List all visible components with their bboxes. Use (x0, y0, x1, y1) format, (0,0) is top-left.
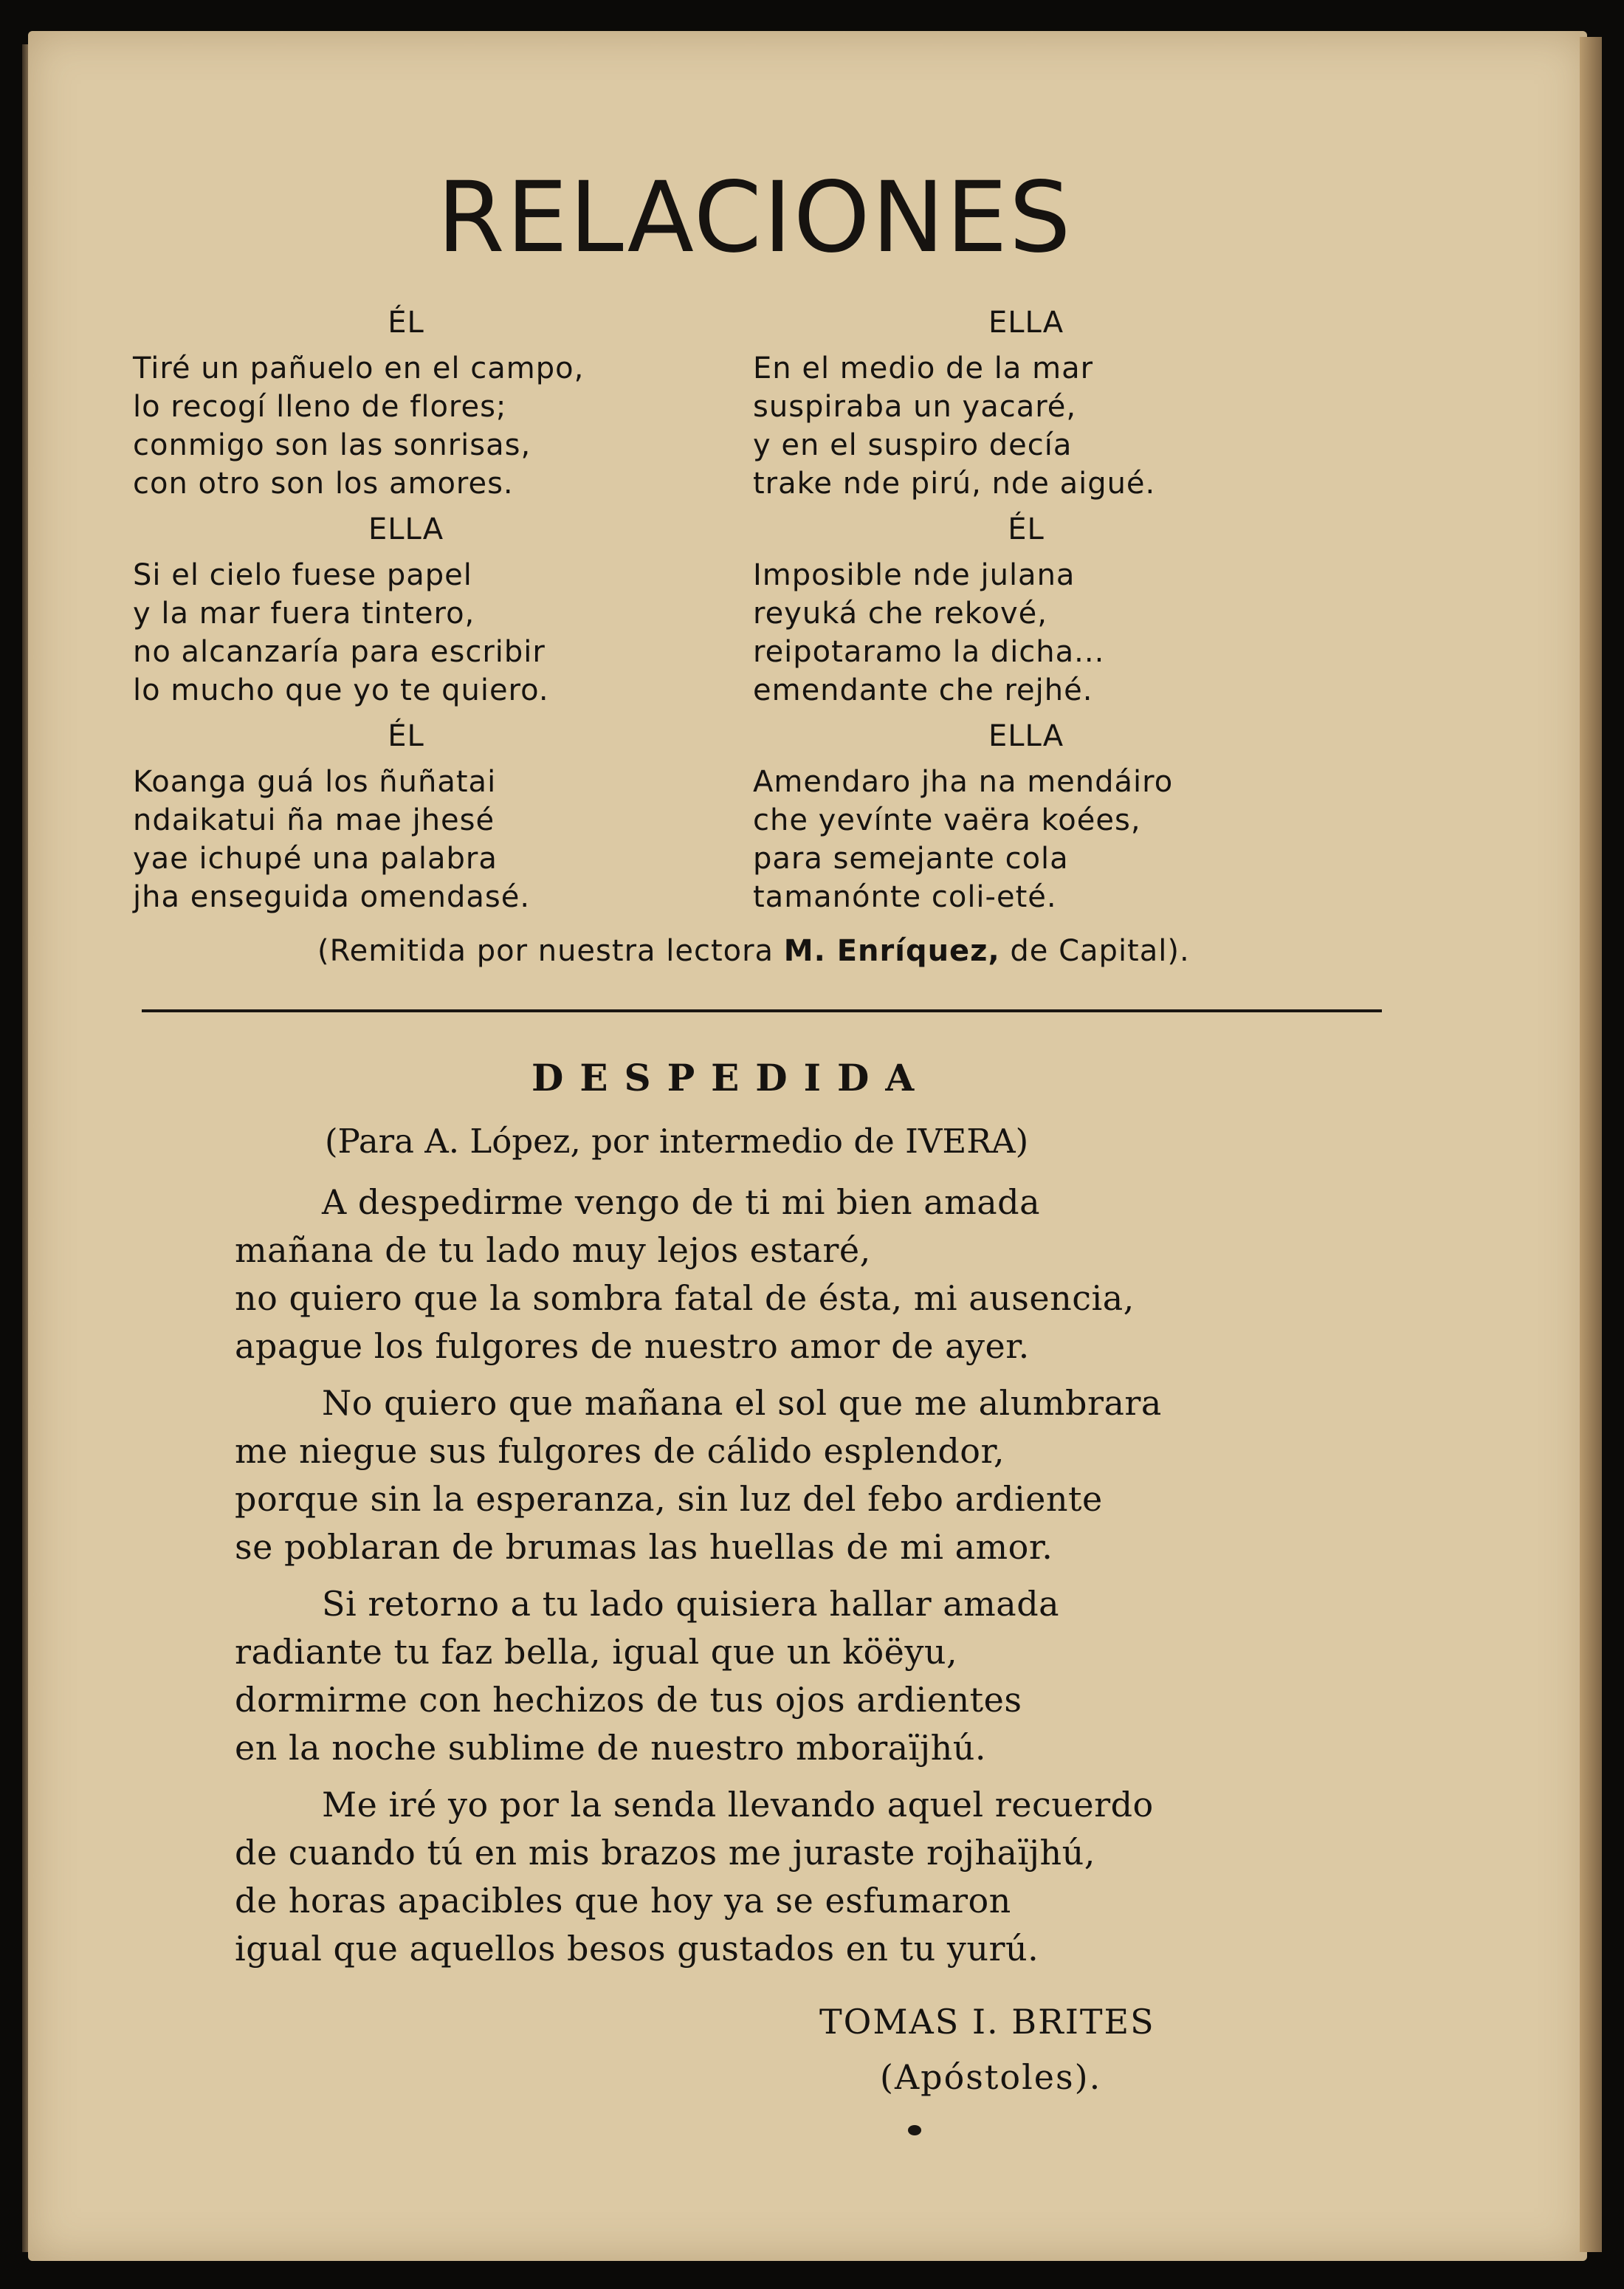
stanza (753, 303, 1299, 503)
credit-name: M. Enríquez, (783, 934, 1000, 968)
verse-line: Koanga guá los ñuñatai (133, 765, 497, 799)
verse-line: suspiraba un yacaré, (753, 390, 1077, 424)
verse-line: de horas apacibles que hoy ya se esfumaron (235, 1881, 1011, 1921)
verse-line: Si retorno a tu lado quisiera hallar amada (322, 1584, 1060, 1624)
verse-line: lo mucho que yo te quiero. (133, 673, 549, 707)
despedida-title: DESPEDIDA (531, 1056, 931, 1099)
speaker-label: ELLA (368, 512, 444, 546)
speaker-label: ELLA (988, 306, 1064, 340)
verse-line: ndaikatui ña mae jhesé (133, 803, 495, 837)
verse-line: Imposible nde julana (753, 558, 1076, 592)
verse-line: emendante che rejhé. (753, 673, 1093, 707)
verse-line: Si el cielo fuese papel (133, 558, 472, 592)
verse-line: me niegue sus fulgores de cálido esplendor, (235, 1431, 1005, 1471)
verse-line: no alcanzaría para escribir (133, 635, 546, 669)
section-divider (142, 1009, 1382, 1012)
stanza (133, 303, 679, 503)
end-ornament (908, 2125, 921, 2135)
verse-line: para semejante cola (753, 842, 1069, 876)
speaker-label: ÉL (388, 719, 424, 753)
verse-line: trake nde pirú, nde aigué. (753, 467, 1156, 501)
verse-line: en la noche sublime de nuestro mboraïjhú. (235, 1728, 987, 1768)
stanza (133, 717, 679, 916)
author-place: (Apóstoles). (880, 2057, 1102, 2097)
verse-line: che yevínte vaëra koées, (753, 803, 1141, 837)
despedida-subtitle: (Para A. López, por intermedio de IVERA) (325, 1122, 1029, 1161)
verse-line: mañana de tu lado muy lejos estaré, (235, 1230, 871, 1270)
verse-line: y la mar fuera tintero, (133, 597, 475, 631)
verse-line: Me iré yo por la senda llevando aquel recuerdo (322, 1785, 1154, 1825)
verse-line: se poblaran de brumas las huellas de mi amor. (235, 1527, 1053, 1567)
verse-line: En el medio de la mar (753, 351, 1094, 385)
credit-prefix: (Remitida por nuestra lectora (317, 934, 774, 968)
despedida-poem (235, 1178, 1372, 1982)
speaker-label: ÉL (388, 306, 424, 340)
credit-suffix: de Capital). (1010, 934, 1190, 968)
verse-line: no quiero que la sombra fatal de ésta, mi ausencia, (235, 1278, 1135, 1318)
verse-line: y en el suspiro decía (753, 428, 1073, 462)
stanza (753, 717, 1299, 916)
verse-line: tamanónte coli-eté. (753, 880, 1057, 914)
verse-line: con otro son los amores. (133, 467, 514, 501)
stanza (133, 510, 679, 710)
stanza (753, 510, 1299, 710)
verse-line: Amendaro jha na mendáiro (753, 765, 1174, 799)
stanza (235, 1781, 1372, 1973)
verse-line: apague los fulgores de nuestro amor de ayer. (235, 1326, 1030, 1366)
book-spine (1580, 37, 1602, 2252)
verse-line: conmigo son las sonrisas, (133, 428, 531, 462)
relaciones-credit (317, 932, 1190, 970)
verse-line: dormirme con hechizos de tus ojos ardientes (235, 1680, 1022, 1720)
verse-line: porque sin la esperanza, sin luz del febo ardiente (235, 1479, 1103, 1519)
verse-line: Tiré un pañuelo en el campo, (133, 351, 585, 385)
verse-line: No quiero que mañana el sol que me alumbrara (322, 1383, 1162, 1423)
verse-line: A despedirme vengo de ti mi bien amada (322, 1182, 1041, 1222)
speaker-label: ELLA (988, 719, 1064, 753)
stanza (235, 1178, 1372, 1370)
stanza (235, 1580, 1372, 1772)
verse-line: reipotaramo la dicha... (753, 635, 1105, 669)
speaker-label: ÉL (1008, 512, 1045, 546)
verse-line: jha enseguida omendasé. (133, 880, 531, 914)
verse-line: de cuando tú en mis brazos me juraste rojhaïjhú, (235, 1833, 1095, 1873)
verse-line: radiante tu faz bella, igual que un köëyu, (235, 1632, 958, 1672)
relaciones-title: RELACIONES (437, 161, 1073, 275)
stanza (235, 1379, 1372, 1571)
author-name: TOMAS I. BRITES (819, 2002, 1155, 2042)
relaciones-right-column (753, 299, 1299, 924)
verse-line: lo recogí lleno de flores; (133, 390, 507, 424)
relaciones-left-column (133, 299, 679, 924)
verse-line: reyuká che rekové, (753, 597, 1047, 631)
verse-line: igual que aquellos besos gustados en tu yurú. (235, 1929, 1039, 1969)
verse-line: yae ichupé una palabra (133, 842, 498, 876)
